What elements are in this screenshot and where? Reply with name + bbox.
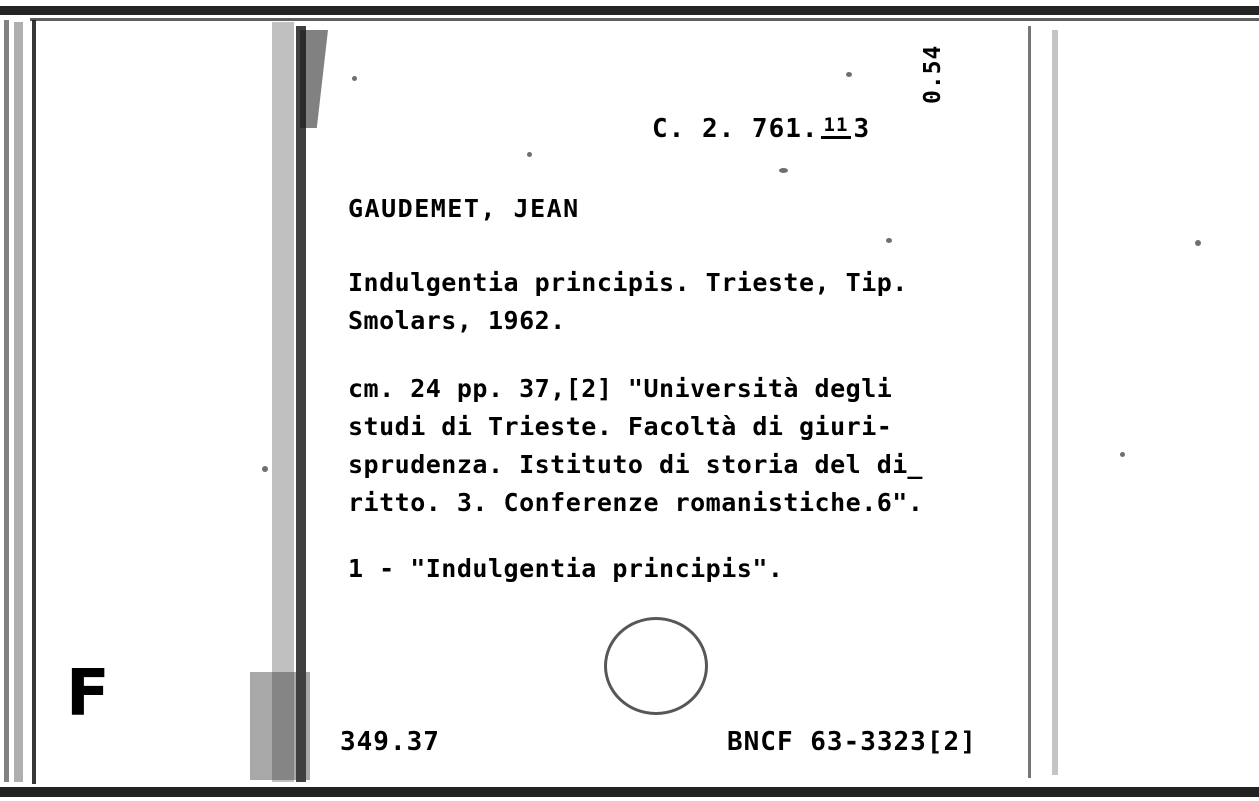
scan-speck	[1195, 240, 1201, 246]
scan-speck	[1120, 452, 1125, 457]
scan-edge-right-inner	[1028, 26, 1031, 778]
contents-note: 1 - "Indulgentia principis".	[348, 554, 784, 583]
scan-edge-bottom	[0, 787, 1259, 797]
physical-description: cm. 24 pp. 37,[2] "Università degli studi di Trieste. Facoltà di giuri- sprudenza. Istituto di storia del di̲ ritto. 3. Conferenze romanistiche.6".	[348, 374, 924, 517]
scan-speck	[527, 152, 532, 157]
scan-edge-right-outer	[1052, 30, 1058, 775]
scan-edge-left-inner	[32, 20, 36, 784]
scan-speck	[886, 238, 892, 243]
card-fold-bottom-smudge	[250, 672, 310, 780]
scan-speck	[779, 168, 788, 173]
call-number-numerator: 11	[821, 116, 852, 139]
scan-edge-left-outer	[4, 20, 9, 782]
title-statement: Indulgentia principis. Trieste, Tip. Smolars, 1962.	[348, 268, 908, 335]
card-fold-strip	[272, 22, 294, 782]
scan-edge-top	[0, 6, 1259, 15]
dewey-number: 349.37	[340, 727, 440, 757]
author-heading: GAUDEMET, JEAN	[348, 194, 580, 223]
call-number-prefix: C. 2. 761.	[652, 114, 819, 144]
bncf-number: BNCF 63-3323[2]	[727, 727, 977, 757]
corner-letter: F	[66, 657, 110, 731]
scan-edge-top-secondary	[30, 18, 1259, 21]
scan-edge-left-mid	[14, 22, 23, 782]
scan-speck	[352, 76, 357, 81]
card-fold-line	[296, 26, 306, 782]
call-number-denominator: 3	[853, 114, 871, 144]
call-number	[652, 114, 870, 144]
ink-stamp-icon	[604, 617, 708, 715]
scan-speck	[846, 72, 852, 77]
card-fold-tab	[300, 30, 328, 128]
call-number-fraction	[821, 116, 852, 139]
scan-speck	[262, 466, 268, 472]
side-number: 0.54	[920, 44, 946, 104]
